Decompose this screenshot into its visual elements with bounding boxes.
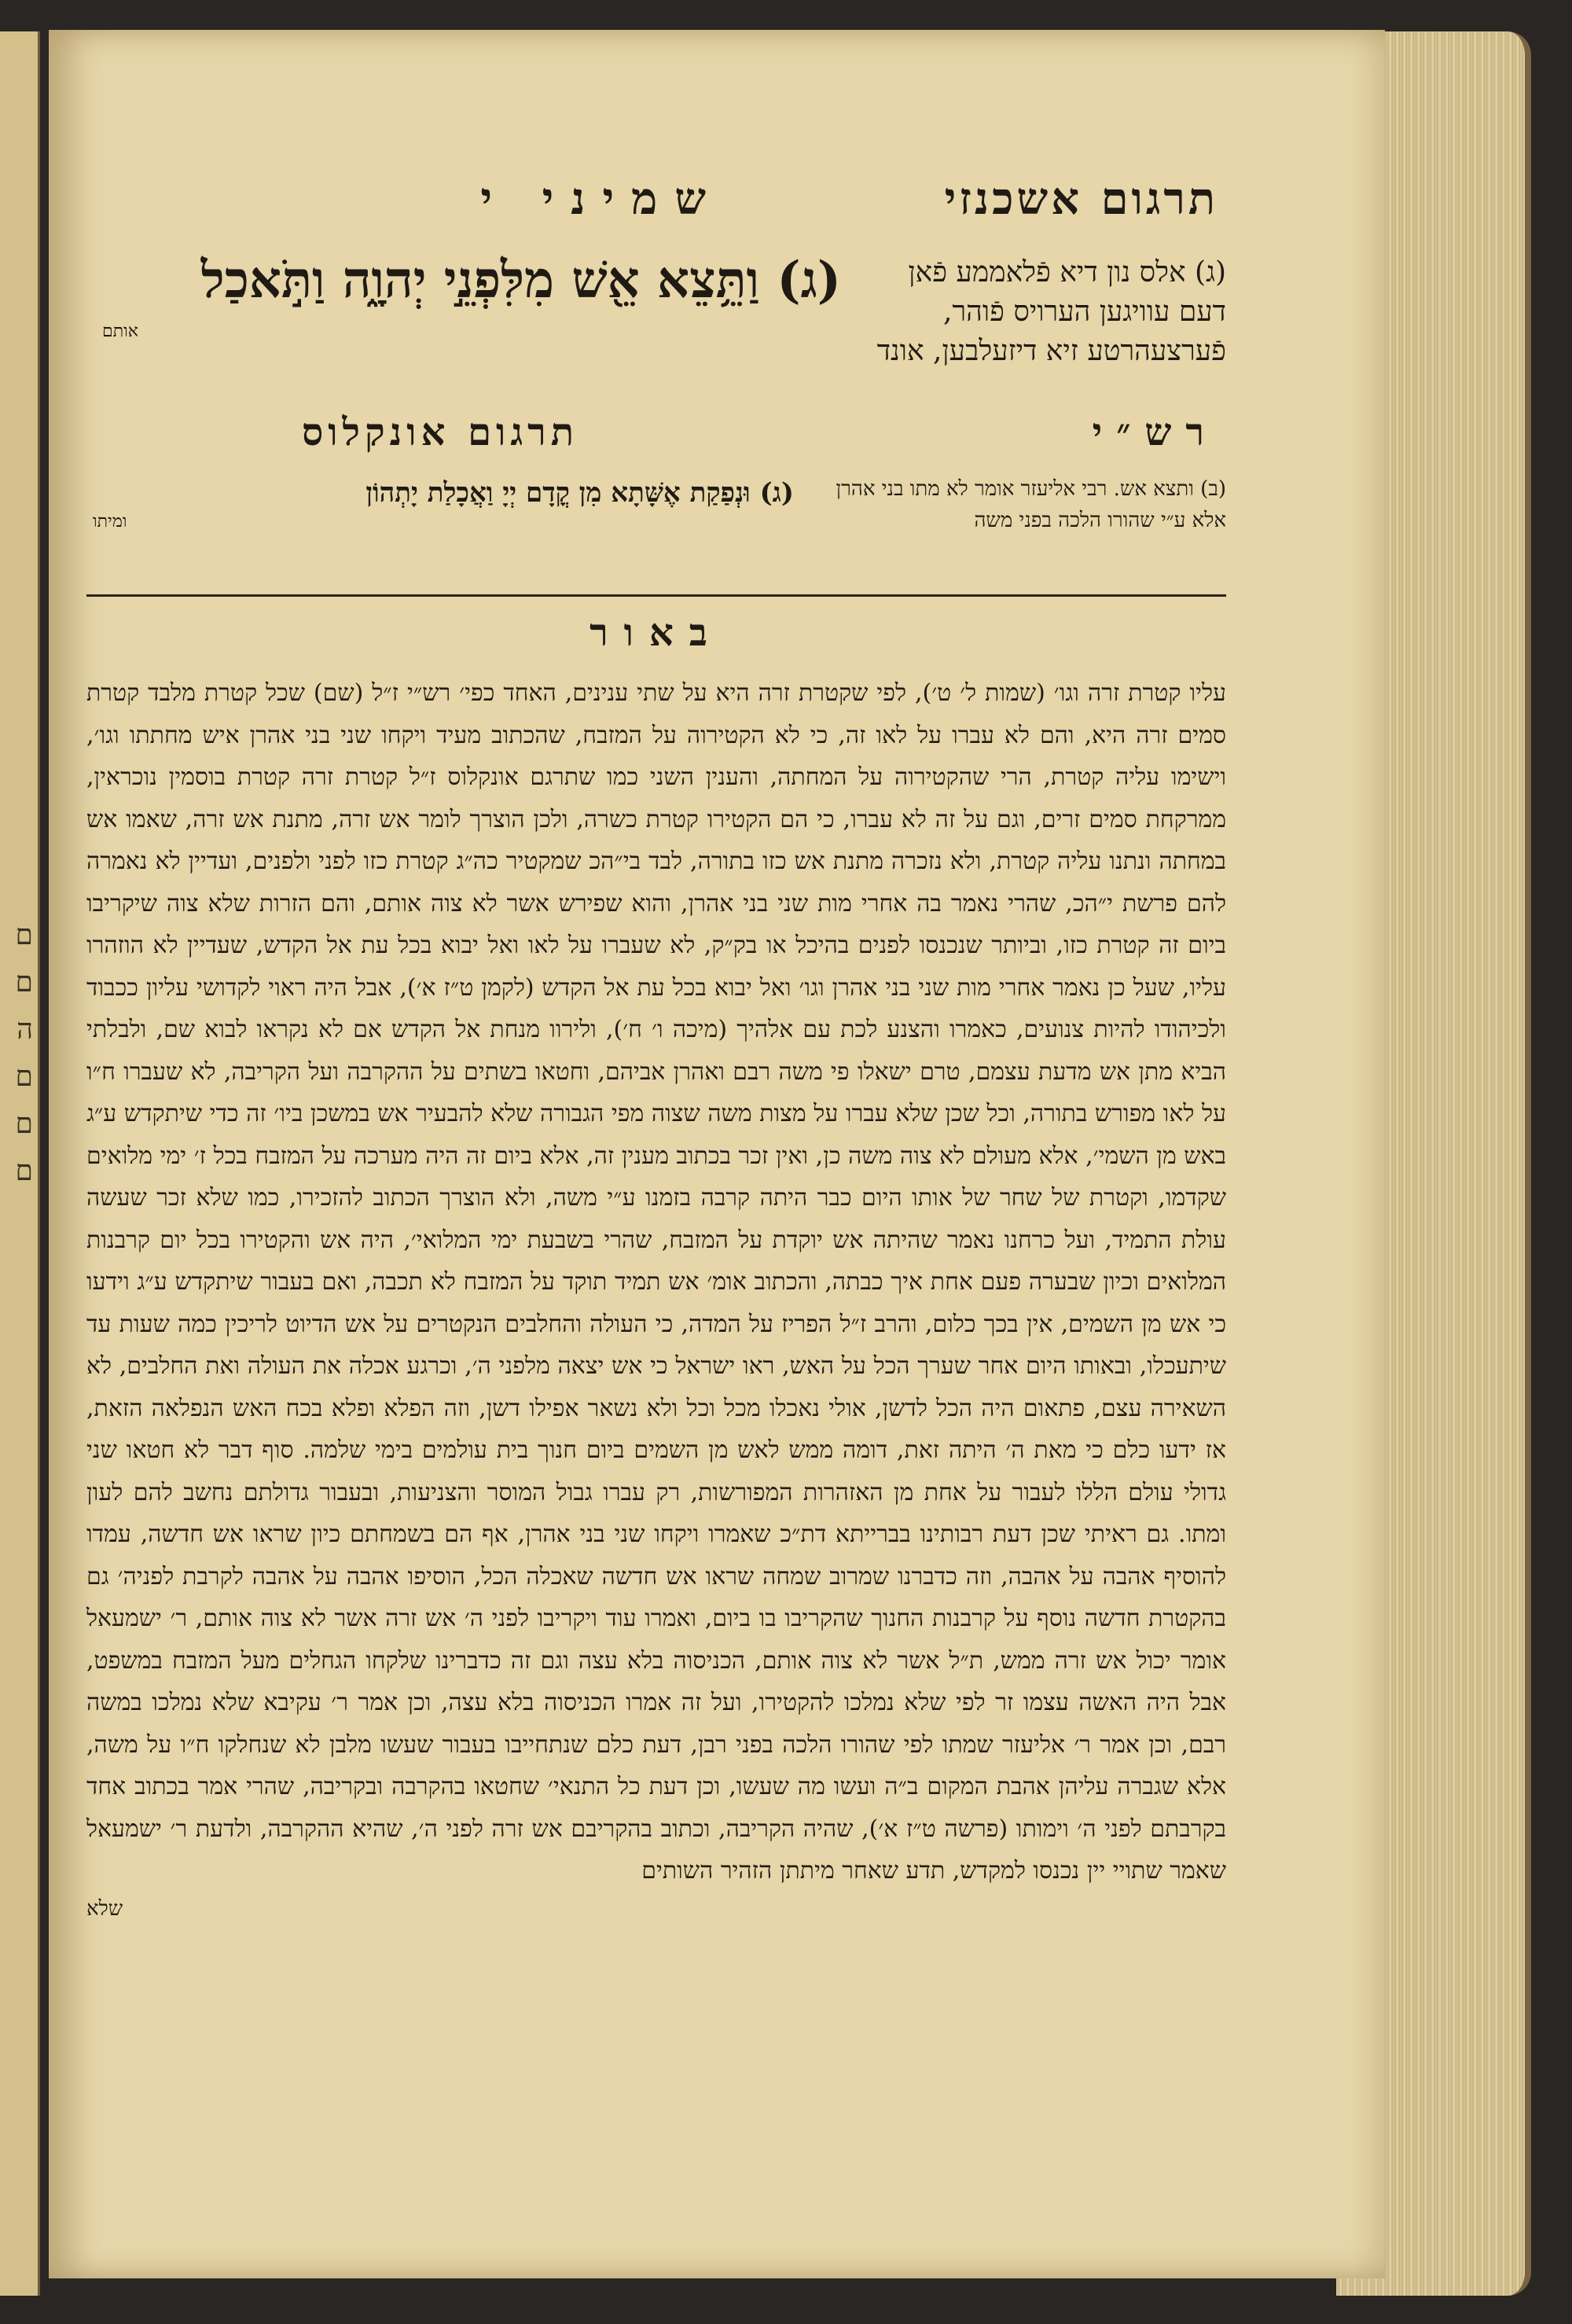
header-section <box>86 171 1226 407</box>
left-page-fragment: ם <box>15 919 33 951</box>
rashi-title: רש״י <box>1092 410 1218 454</box>
left-page-fragments <box>9 912 33 1195</box>
catchword: שלא <box>86 1896 123 1921</box>
rashi-column <box>817 407 1226 536</box>
verse-continuation: אותם <box>102 322 138 341</box>
translation-title: תרגום אשכנזי <box>944 173 1218 225</box>
parasha-title: שמיני י <box>480 173 723 225</box>
onkelos-column <box>86 407 794 531</box>
onkelos-continuation: ומיתו <box>93 512 127 531</box>
section-divider <box>86 594 1226 597</box>
left-page-fragment: ם <box>15 1108 33 1140</box>
left-page-fragment: ה <box>17 1013 33 1046</box>
verse-text: (ג) וַתֵּ֥צֵא אֵ֖שׁ מִלִּפְנֵ֣י יְהוָ֑ה וַתֹּ֣אכַל <box>200 251 841 310</box>
left-page-fragment: ם <box>15 1155 33 1187</box>
translation-text: (ג) אלס נון דיא פֿלאממע פֿאן דעם עוויגען הערויס פֿוהר, פֿערצעהרטע זיא דיזעלבען, אונד <box>876 256 1226 367</box>
commentary-section <box>86 407 1226 572</box>
rashi-text: (ב) ותצא אש. רבי אליעזר אומר לא מתו בני אהרן אלא ע״י שהורו הלכה בפני משה <box>836 477 1226 532</box>
left-page-fragment: ם <box>15 1061 33 1093</box>
left-page-edge <box>0 31 40 2296</box>
biur-body: עליו קטרת זרה וגו׳ (שמות ל׳ ט׳), לפי שקטרת זרה היא על שתי ענינים, האחד כפי׳ רש״י ז״ל (שם) שכל קטרת מלבד קטרת סמים זרה היא, והם לא עברו על לאו זה, כי לא הקטירוה על המזבח, שהכתוב מעיד ויקחו שני בני אהרן איש מחתתו וגו׳, וישימו עליה קטרת, הרי שהקטירוה על המחתה, והענין השני כמו שתרגם אונקלוס ז״ל קטרת זרה קטרת בוסמין נוכראין, ממרקחת סמים זרים, וגם על זה לא עברו, כי הם הקטירו קטרת כשרה, ולכן הוצרך לומר אש זרה, מתנת אש זרה, שאמו אש במחתה ונתנו עליה קטרת, ולא נזכרה מתנת אש כזו בתורה, לבד בי״הכ שמקטיר כה״ג קטרת כזו לפני ולפנים, ועדיין לא נאמרה להם פרשת י״הכ, שהרי נאמר בה אחרי מות שני בני אהרן, והוא שפירש אשר לא צוה אותם, והם הזרות שלא צוה שיקריבו ביום זה קטרת כזו, וביותר שנכנסו לפנים בהיכל או בק״ק, לא שעברו על לאו ואל יבוא בכל עת אל הקדש, שעדיין לא הוזהרו עליו, שעל כן נאמר אחרי מות שני בני אהרן וגו׳ ואל יבוא בכל עת אל הקדש (לקמן ט״ז א׳), אבל היה ראוי לקדושי עליון ככבוד ולכיהודו להיות צנועים, כאמרו והצנע לכת עם אלהיך (מיכה ו׳ ח׳), ולירוו מנחת אל הקדש אם לא נקראו לבוא שם, ולבלתי הביא מתן אש מדעת עצמם, טרם ישאלו פי משה רבם ואהרן אביהם, וחטאו בשתים על ההקרבה ועל הקריבה, לא שעברו ח״ו על לאו מפורש בתורה, וכל שכן שלא עברו על מצות משה שצוה מפי הגבורה שלא להבעיר אש במשכן ביו׳ זה כדי שיתקדש ע״ג באש מן השמי׳, אלא מעולם לא צוה משה כן, ואין זכר בכתוב מענין זה, אלא ביום זה היה מערכה על המזבח בכל ז׳ ימי מלואים שקדמו, וקטרת של שחר של אותו היום כבר היתה קרבה בזמנו ע״י משה, ולא הוצרך הכתוב להזכירו, כמו שלא זכר שעשה עולת התמיד, ועל כרחנו נאמר שהיתה אש יוקדת על המזבח, שהרי בשבעת ימי המלואי׳, היה אש והקטירו בכל יום קרבנות המלואים וכיון שבערה פעם אחת איך כבתה, והכתוב אומ׳ אש תמיד תוקד על המזבח לא תכבה, ואם בעבור שיתקדש ע״ג וידעו כי אש מן השמים, אין בכך כלום, והרב ז״ל הפריז על המדה, כי העולה והחלבים הנקטרים על אש הדיוט לריכין כמה שעות עד שיתעכלו, ובאותו היום אחר שערך הכל על האש, ראו ישראל כי אש יצאה מלפני ה׳, וכרגע אכלה את העולה ואת החלבים, לא השאירה עצם, פתאום היה הכל לדשן, אולי נאכלו מכל וכל ולא נשאר אפילו דשן, וזה הפלא ופלא בכח האש הנפלאה הזאת, אז ידעו כלם כי מאת ה׳ היתה זאת, דומה ממש לאש מן השמים ביום חנוך בית עולמים בימי שלמה. סוף דבר לא חטאו שני גדולי עולם הללו לעבור על אחת מן האזהרות המפורשות, רק עברו גבול המוסר והצניעות, ובעבור גדולתם נחשב להם לעון ומתו. גם ראיתי שכן דעת רבותינו בברייתא דת״כ שאמרו ויקחו שני בני אהרן, אף הם בשמחתם כיון שראו אש חדשה, עמדו להוסיף אהבה על אהבה, וזה כדברנו שמרוב שמחה שראו אש חדשה שאכלה הכל, הוסיפו אהבה על אהבה לקרבת לפניה׳ גם בהקטרת חדשה נוסף על קרבנות החנוך שהקריבו בו ביום, ואמרו עוד ויקריבו לפני ה׳ אש זרה אשר לא צוה אותם, ר׳ ישמעאל אומר יכול אש זרה ממש, ת״ל אשר לא צוה אותם, הכניסוה בלא עצה וגם זה כדברינו שלקחו הגחלים מעל המזבח במשפט, אבל היה האשה עצמו זר לפי שלא נמלכו להקטירו, ועל זה אמרו הכניסוה בלא עצה, וכן אמר ר׳ עקיבא שלא נמלכו במשה רבם, וכן אמר ר׳ אליעזר שמתו לפי שהורו הלכה בפני רבן, דעת כלם שנתחייבו בעבור שעשו מלבן לא שנחלקו ח״ו על משה, אלא שגברה עליהן אהבת המקום ב״ה ועשו מה שעשו, וכן דעת כל התנאי׳ שחטאו בהקרבה ובקריבה, שהרי אמר בכתוב אחד בקרבתם לפני ה׳ וימותו (פרשה ט״ז א׳), שהיה הקריבה, וכתוב בהקריבם אש זרה לפני ה׳, שהיא ההקרבה, ולדעת ר׳ ישמעאל שאמר שתויי יין נכנסו למקדש, תדע שאחר מיתתן הזהיר השותים <box>86 679 1226 1885</box>
onkelos-text: (ג) וּנְפַקַת אֶשָּׁתָא מִן קֳדָם יְיָ וַאֲכָלַת יָתְהוֹן <box>365 477 794 509</box>
left-page-fragment: ם <box>15 966 33 998</box>
onkelos-title: תרגום אונקלוס <box>301 410 579 454</box>
page-content <box>86 171 1226 1921</box>
translation-column <box>865 171 1226 371</box>
biur-title: באור <box>590 611 723 655</box>
verse-column <box>86 171 841 341</box>
book-page <box>49 30 1385 2278</box>
